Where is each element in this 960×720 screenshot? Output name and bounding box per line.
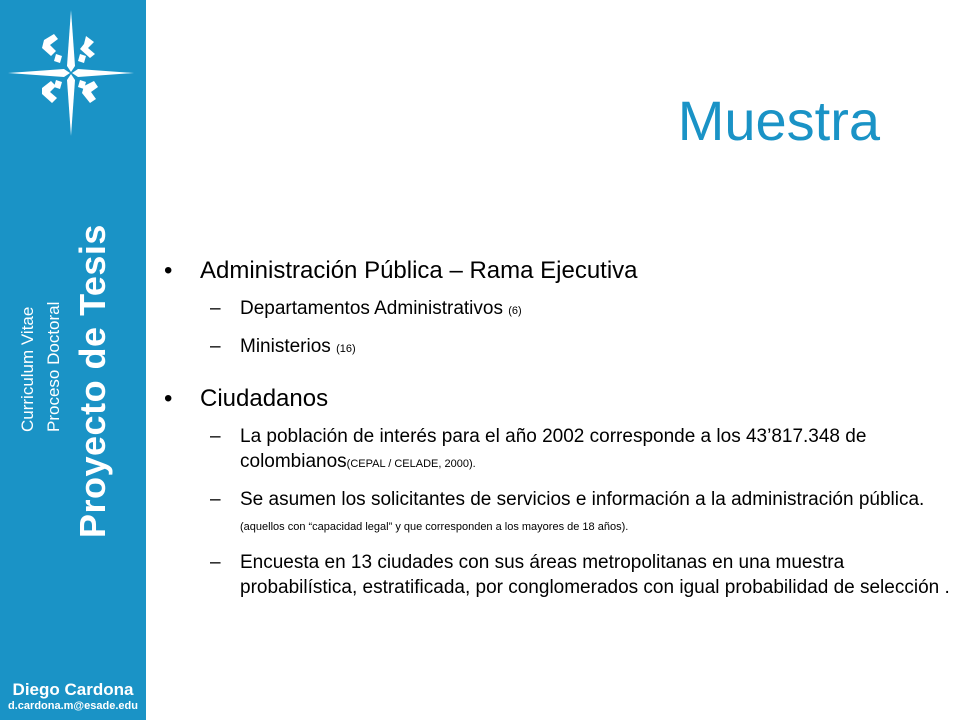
dash-icon: –	[210, 552, 221, 573]
bullet-text: Ciudadanos	[200, 385, 329, 412]
sub-item-note: (aquellos con “capacidad legal” y que corresponden a los mayores de 18 años).	[240, 521, 629, 533]
slide-title: Muestra	[677, 89, 880, 152]
dash-icon: –	[210, 298, 221, 319]
sub-item-note: (6)	[508, 305, 522, 317]
bullet-icon: •	[164, 385, 173, 412]
sub-item	[160, 550, 950, 600]
sub-item	[160, 487, 950, 540]
sub-item-text: Se asumen los solicitantes de servicios e información a la administración pública.	[240, 489, 925, 510]
dash-icon: –	[210, 426, 221, 447]
sub-item	[160, 296, 950, 324]
slide-content	[160, 252, 950, 600]
sub-item-note: (CEPAL / CELADE, 2000).	[346, 458, 476, 470]
dash-icon: –	[210, 336, 221, 357]
dash-icon: –	[210, 489, 221, 510]
author-email: d.cardona.m@esade.edu	[8, 700, 138, 712]
proceso-doctoral-label: Proceso Doctoral	[44, 301, 63, 432]
sub-item-text: Departamentos Administrativos	[240, 298, 509, 319]
sub-item-note: (16)	[336, 343, 356, 355]
bullet-item	[160, 256, 950, 286]
proyecto-de-tesis-label: Proyecto de Tesis	[72, 224, 113, 538]
bullet-item	[160, 384, 950, 414]
author-name: Diego Cardona	[12, 680, 134, 699]
sub-item	[160, 424, 950, 477]
bullet-text: Administración Pública – Rama Ejecutiva	[200, 257, 638, 284]
bullet-icon: •	[164, 257, 173, 284]
sub-item-text: Ministerios	[240, 336, 337, 357]
sub-item	[160, 334, 950, 362]
sub-item-text: La población de interés para el año 2002 corresponde a los 43’817.348 de colombianos	[240, 426, 867, 472]
sidebar	[0, 0, 146, 720]
curriculum-vitae-label: Curriculum Vitae	[18, 306, 37, 432]
sub-item-text: Encuesta en 13 ciudades con sus áreas metropolitanas en una muestra probabilística, estratificada, por conglomerados con igual probabilidad de selección .	[240, 552, 950, 598]
compass-star-logo-icon	[6, 8, 136, 138]
